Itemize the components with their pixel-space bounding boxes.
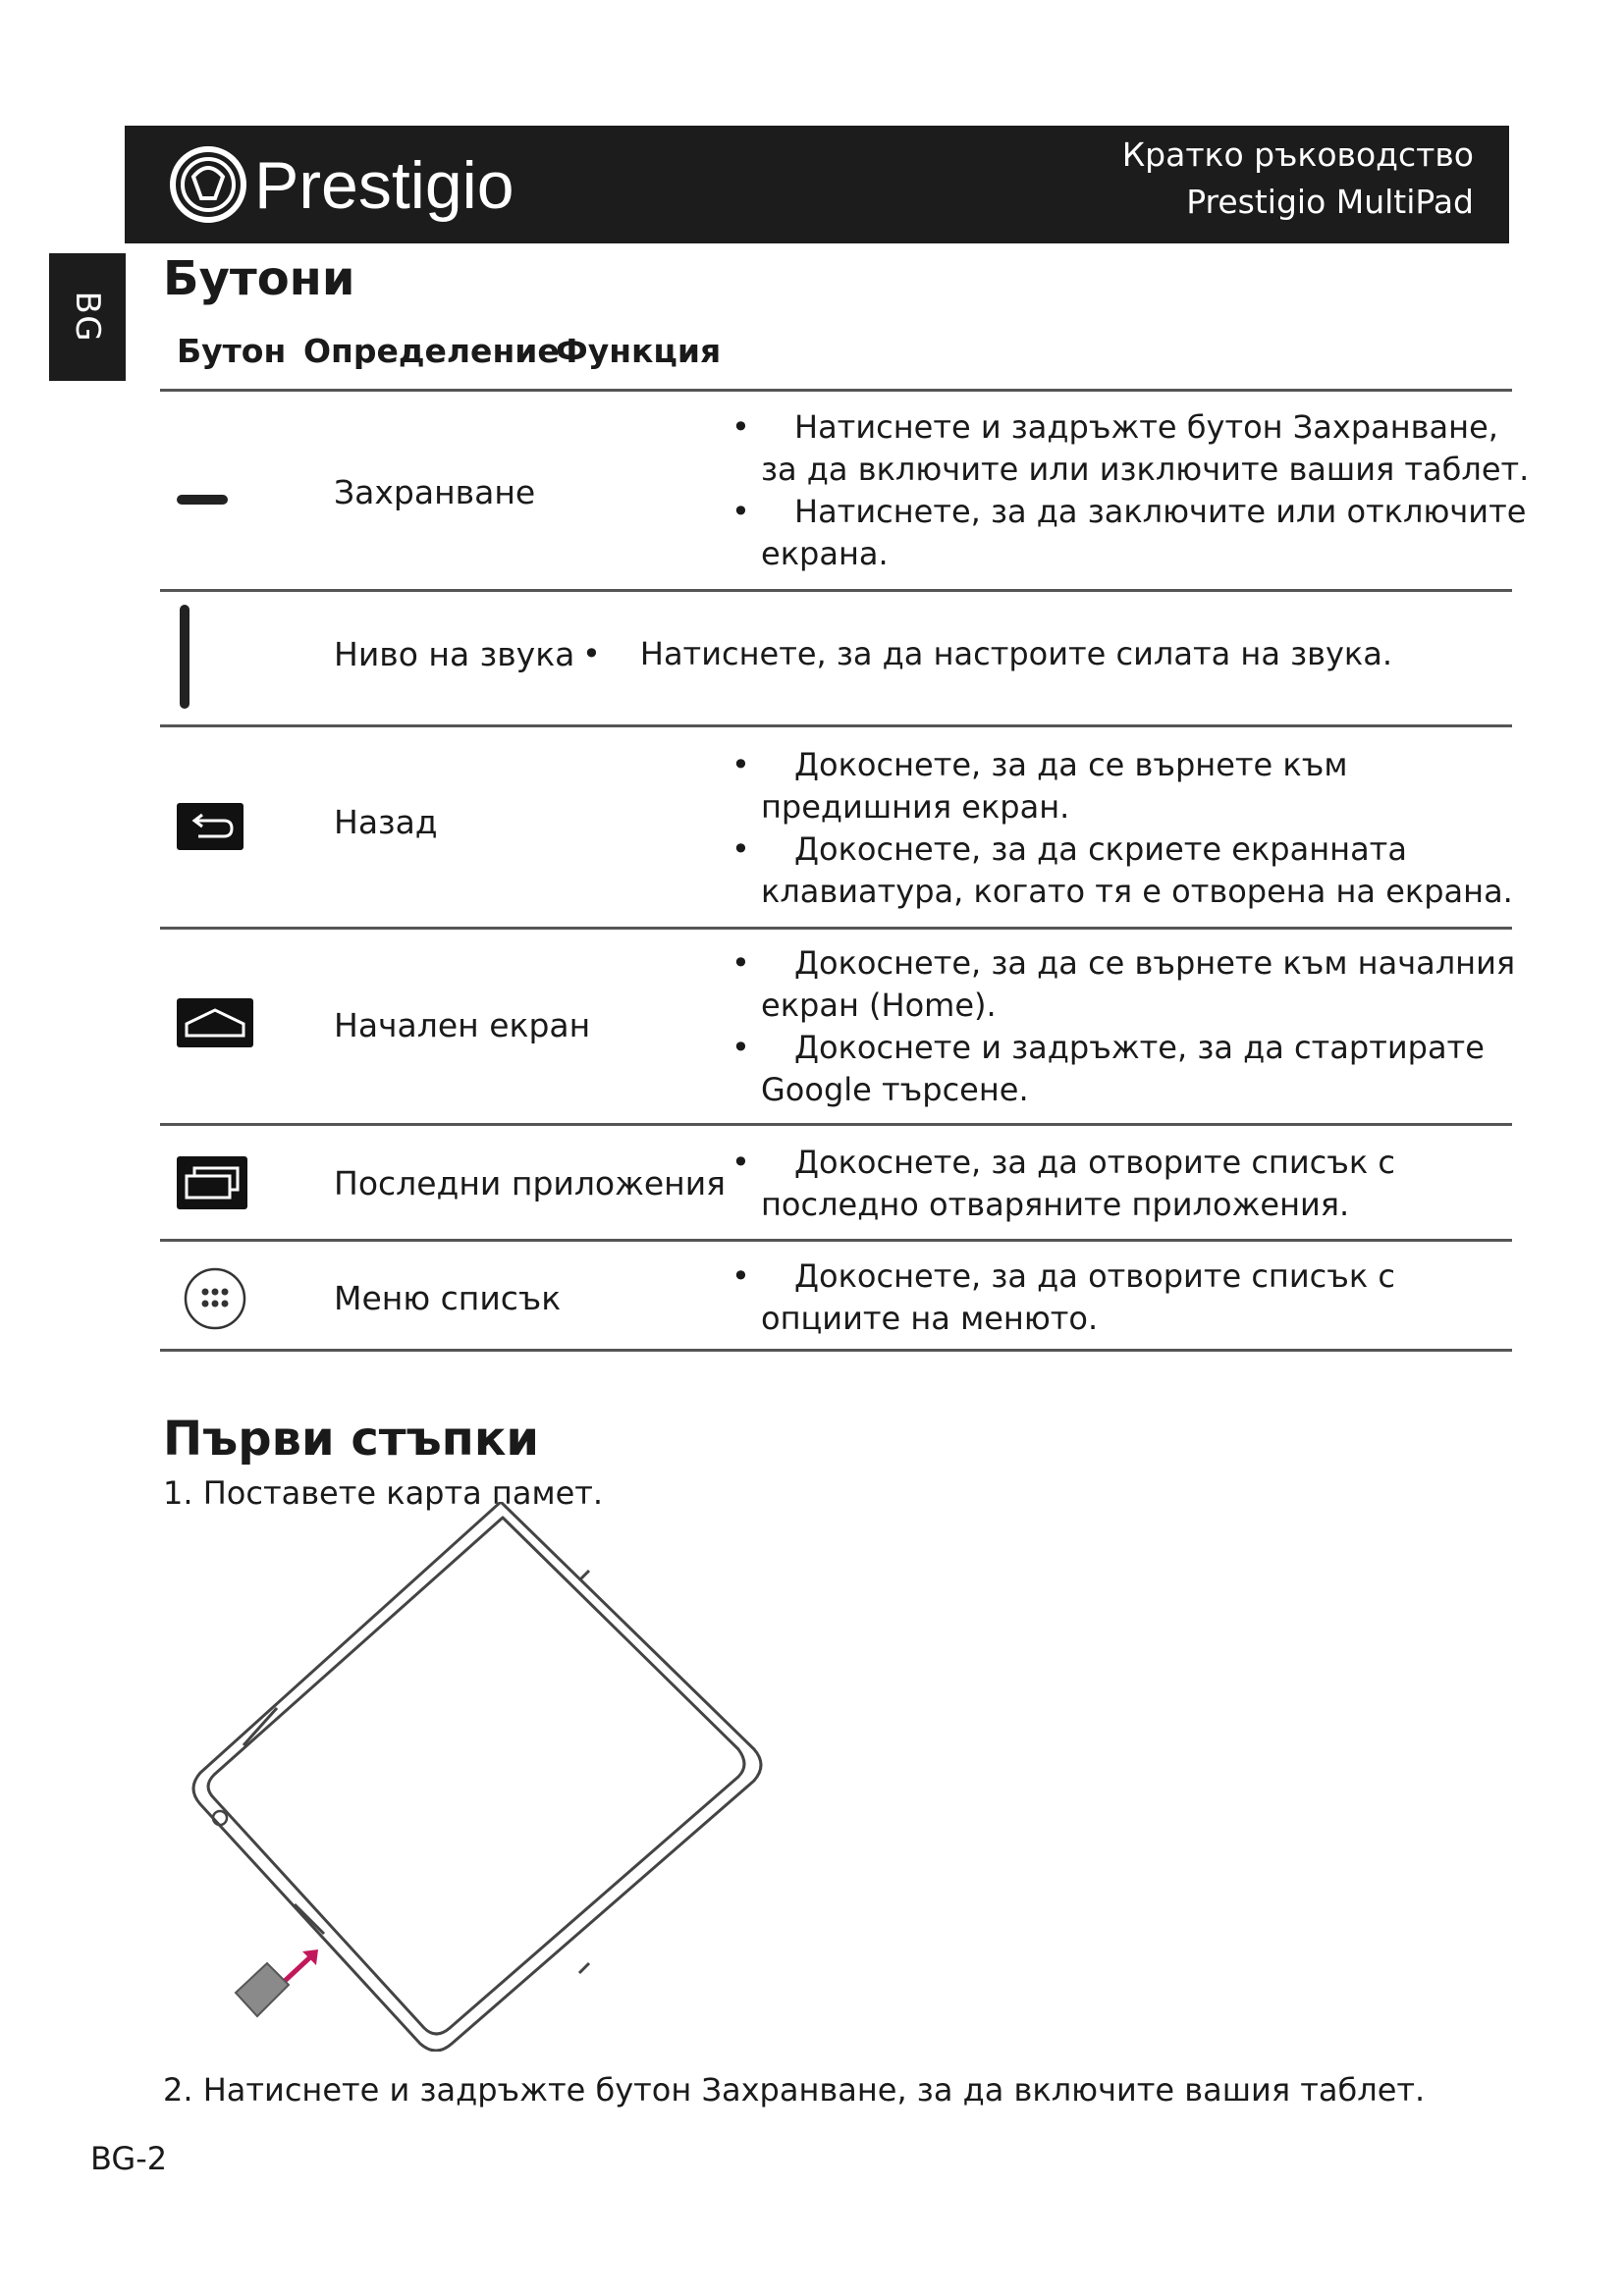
table-row-label: Ниво на звука bbox=[334, 635, 575, 673]
table-row-function: • Натиснете, за да настроите силата на звука. bbox=[582, 635, 1393, 672]
column-header-definition: Определение bbox=[303, 332, 560, 370]
back-icon bbox=[177, 803, 244, 850]
table-rule bbox=[160, 1349, 1512, 1352]
page-number: BG-2 bbox=[90, 2140, 168, 2177]
table-row-label: Начален екран bbox=[334, 1006, 591, 1044]
header-title: Кратко ръководство bbox=[1121, 135, 1474, 174]
home-icon bbox=[177, 998, 253, 1047]
tablet-memory-card-illustration bbox=[187, 1502, 766, 2052]
column-header-button: Бутон bbox=[177, 332, 287, 370]
header-bar bbox=[125, 126, 1509, 243]
table-rule bbox=[160, 589, 1512, 592]
table-row-function: • Докоснете, за да се върнете към предишния екран. • Докоснете, за да скриете екранната клавиатура, когато тя е отворена на екрана. bbox=[731, 746, 1513, 910]
table-rule bbox=[160, 1123, 1512, 1126]
table-row-label: Назад bbox=[334, 803, 438, 841]
buttons-section-title: Бутони bbox=[163, 251, 355, 306]
header-product: Prestigio MultiPad bbox=[1186, 183, 1474, 221]
recent-apps-icon bbox=[177, 1156, 247, 1209]
step-2-text: 2. Натиснете и задръжте бутон Захранване, за да включите вашия таблет. bbox=[163, 2071, 1426, 2109]
table-rule bbox=[160, 724, 1512, 727]
menu-list-icon bbox=[183, 1266, 247, 1331]
table-row-label: Меню списък bbox=[334, 1279, 562, 1317]
prestigio-logo bbox=[164, 137, 635, 232]
power-button-icon bbox=[175, 491, 230, 508]
table-rule bbox=[160, 1239, 1512, 1242]
table-rule bbox=[160, 389, 1512, 392]
table-row-label: Последни приложения bbox=[334, 1164, 727, 1202]
step-1-text: 1. Поставете карта памет. bbox=[163, 1474, 604, 1512]
column-header-function: Функция bbox=[556, 332, 722, 370]
table-row-function: • Докоснете, за да отворите списък с последно отваряните приложения. bbox=[731, 1144, 1395, 1223]
table-row-function: • Натиснете и задръжте бутон Захранване, за да включите или изключите вашия таблет. • Натиснете, за да заключите или отключите екрана. bbox=[731, 408, 1530, 572]
first-steps-title: Първи стъпки bbox=[163, 1412, 540, 1467]
table-rule bbox=[160, 927, 1512, 930]
table-row-function: • Докоснете, за да отворите списък с опциите на менюто. bbox=[731, 1257, 1395, 1337]
svg-text:Prestigio: Prestigio bbox=[254, 148, 514, 223]
table-row-function: • Докоснете, за да се върнете към началния екран (Home). • Докоснете и задръжте, за да стартирате Google търсене. bbox=[731, 944, 1516, 1108]
table-row-label: Захранване bbox=[334, 473, 536, 511]
volume-button-icon bbox=[175, 603, 194, 711]
language-tab: BG bbox=[49, 253, 126, 381]
